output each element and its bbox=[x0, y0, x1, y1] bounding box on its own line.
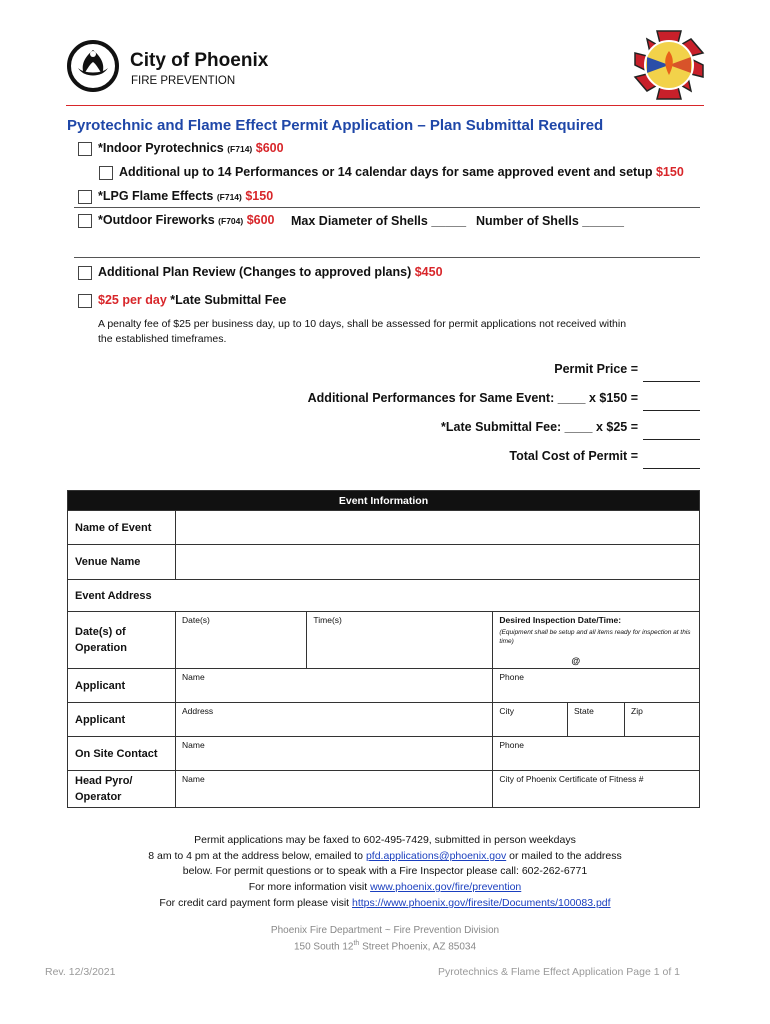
zip-label: Zip bbox=[631, 706, 643, 716]
additional-performances-label: Additional up to 14 Performances or 14 calendar days for same approved event and setup bbox=[119, 165, 653, 179]
outdoor-label: *Outdoor Fireworks bbox=[98, 213, 215, 227]
contact-name-label: Name bbox=[182, 740, 205, 750]
applicant-label: Applicant bbox=[68, 669, 176, 703]
pyro-name-label: Name bbox=[182, 774, 205, 784]
phoenix-bird-icon bbox=[66, 38, 121, 93]
outdoor-code: (F704) bbox=[218, 216, 244, 226]
footer-line1: Permit applications may be faxed to 602-495-7429, submitted in person weekdays bbox=[194, 834, 576, 846]
option-indoor-pyrotechnics[interactable] bbox=[78, 141, 284, 156]
email-link[interactable]: pfd.applications@phoenix.gov bbox=[365, 850, 507, 862]
state-label: State bbox=[574, 706, 594, 716]
permit-price-field[interactable] bbox=[643, 381, 700, 382]
lpg-checkbox[interactable] bbox=[78, 190, 92, 204]
applicant-name-label: Name bbox=[182, 672, 205, 682]
lpg-code: (F714) bbox=[216, 192, 242, 202]
total-cost-label: Total Cost of Permit = bbox=[509, 449, 638, 463]
late-fee-calc: *Late Submittal Fee: ____ x $25 = bbox=[441, 420, 638, 434]
lpg-price: $150 bbox=[245, 189, 274, 203]
event-information-header: Event Information bbox=[68, 491, 700, 511]
late-checkbox[interactable] bbox=[78, 294, 92, 308]
dates-of-operation-label: Date(s) of Operation bbox=[68, 612, 176, 669]
penalty-note-line2: the established timeframes. bbox=[98, 333, 227, 345]
indoor-code: (F714) bbox=[227, 144, 253, 154]
plan-review-checkbox[interactable] bbox=[78, 266, 92, 280]
dates-label: Date(s) bbox=[182, 615, 210, 625]
number-of-shells-field[interactable]: Number of Shells ______ bbox=[476, 214, 624, 228]
org-division: FIRE PREVENTION bbox=[131, 75, 236, 87]
address-label: Address bbox=[182, 706, 214, 716]
penalty-note bbox=[98, 317, 626, 347]
plan-review-label: Additional Plan Review (Changes to approved plans) bbox=[98, 265, 412, 279]
applicant-phone-input[interactable] bbox=[493, 669, 700, 703]
at-symbol: @ bbox=[571, 656, 581, 666]
city-label: City bbox=[499, 706, 515, 716]
additional-performances-checkbox[interactable] bbox=[99, 166, 113, 180]
pyro-name-input[interactable] bbox=[176, 771, 493, 808]
inspection-note: (Equipment shall be setup and all items ready for inspection at this time) bbox=[499, 629, 691, 645]
fire-department-badge bbox=[633, 29, 705, 101]
times-label: Time(s) bbox=[313, 615, 342, 625]
option-outdoor-fireworks[interactable] bbox=[78, 213, 275, 228]
applicant-address-input[interactable] bbox=[176, 703, 493, 737]
contact-phone-label: Phone bbox=[499, 740, 524, 750]
option-additional-plan-review[interactable] bbox=[78, 265, 443, 280]
applicant-name-input[interactable] bbox=[176, 669, 493, 703]
page-title: Pyrotechnic and Flame Effect Permit Application – Plan Submittal Required bbox=[67, 117, 604, 134]
department-line: Phoenix Fire Department ~ Fire Prevention Division bbox=[270, 925, 500, 936]
option-late-submittal[interactable] bbox=[78, 293, 286, 308]
indoor-checkbox[interactable] bbox=[78, 142, 92, 156]
applicant-address-row-label: Applicant bbox=[68, 703, 176, 737]
divider bbox=[74, 257, 700, 258]
divider bbox=[74, 207, 700, 208]
on-site-contact-label: On Site Contact bbox=[68, 737, 176, 771]
page-number: Pyrotechnics & Flame Effect Application Page 1 of 1 bbox=[437, 966, 680, 978]
event-address-label: Event Address bbox=[68, 580, 176, 612]
prevention-link[interactable]: www.phoenix.gov/fire/prevention bbox=[370, 881, 522, 893]
contact-phone-input[interactable] bbox=[493, 737, 700, 771]
indoor-price: $600 bbox=[255, 141, 284, 155]
footer-line2 bbox=[0, 850, 770, 862]
address-sup: th bbox=[353, 940, 360, 947]
max-diameter-field[interactable]: Max Diameter of Shells _____ bbox=[291, 214, 467, 228]
event-information-table bbox=[67, 490, 700, 808]
total-cost-field[interactable] bbox=[643, 468, 700, 469]
name-of-event-label: Name of Event bbox=[68, 511, 176, 545]
desired-inspection-label: Desired Inspection Date/Time: bbox=[499, 615, 622, 625]
footer-line3: below. For permit questions or to speak with a Fire Inspector please call: 602-262-6771 bbox=[182, 865, 588, 877]
option-additional-performances[interactable] bbox=[99, 165, 684, 180]
additional-performances-calc: Additional Performances for Same Event: ____ x $150 = bbox=[307, 391, 638, 405]
applicant-state-input[interactable] bbox=[568, 703, 625, 737]
certificate-input[interactable] bbox=[493, 771, 700, 808]
dates-input[interactable] bbox=[176, 612, 307, 669]
payment-form-link[interactable]: https://www.phoenix.gov/firesite/Documents/100083.pdf bbox=[352, 897, 611, 909]
footer-line5 bbox=[0, 897, 770, 909]
event-address-input[interactable] bbox=[176, 580, 700, 612]
department-address bbox=[0, 940, 770, 952]
address-pre: 150 South 12 bbox=[293, 941, 354, 953]
address-post: Street Phoenix, AZ 85034 bbox=[359, 941, 477, 953]
footer-line2-post: or mailed to the address bbox=[509, 850, 622, 862]
indoor-label: *Indoor Pyrotechnics bbox=[98, 141, 224, 155]
contact-name-input[interactable] bbox=[176, 737, 493, 771]
late-label: *Late Submittal Fee bbox=[170, 293, 287, 307]
head-pyro-label: Head Pyro/ Operator bbox=[68, 771, 176, 808]
plan-review-price: $450 bbox=[414, 265, 443, 279]
footer-line2-pre: 8 am to 4 pm at the address below, emailed to bbox=[148, 850, 364, 862]
applicant-zip-input[interactable] bbox=[625, 703, 700, 737]
penalty-note-line1: A penalty fee of $25 per business day, up to 10 days, shall be assessed for permit applications not received within bbox=[98, 318, 627, 330]
footer-line5-pre: For credit card payment form please visit bbox=[159, 897, 350, 909]
additional-performances-price: $150 bbox=[655, 165, 684, 179]
late-price: $25 per day bbox=[98, 293, 167, 307]
phoenix-logo bbox=[66, 38, 121, 93]
additional-performances-field[interactable] bbox=[643, 410, 700, 411]
certificate-label: City of Phoenix Certificate of Fitness # bbox=[499, 774, 644, 784]
outdoor-checkbox[interactable] bbox=[78, 214, 92, 228]
maltese-cross-icon bbox=[633, 29, 705, 101]
venue-name-label: Venue Name bbox=[68, 545, 176, 580]
late-fee-field[interactable] bbox=[643, 439, 700, 440]
applicant-phone-label: Phone bbox=[499, 672, 524, 682]
footer-line4 bbox=[0, 881, 770, 893]
applicant-city-input[interactable] bbox=[493, 703, 568, 737]
venue-name-input[interactable] bbox=[176, 545, 700, 580]
lpg-label: *LPG Flame Effects bbox=[98, 189, 214, 203]
desired-inspection-input[interactable] bbox=[493, 612, 700, 669]
times-input[interactable] bbox=[307, 612, 493, 669]
org-name: City of Phoenix bbox=[130, 50, 269, 71]
option-lpg-flame-effects[interactable] bbox=[78, 189, 273, 204]
outdoor-price: $600 bbox=[246, 213, 275, 227]
revision-date: Rev. 12/3/2021 bbox=[45, 966, 116, 978]
permit-price-label: Permit Price = bbox=[554, 362, 638, 376]
name-of-event-input[interactable] bbox=[176, 511, 700, 545]
header-rule bbox=[66, 105, 704, 106]
footer-line4-pre: For more information visit bbox=[248, 881, 368, 893]
